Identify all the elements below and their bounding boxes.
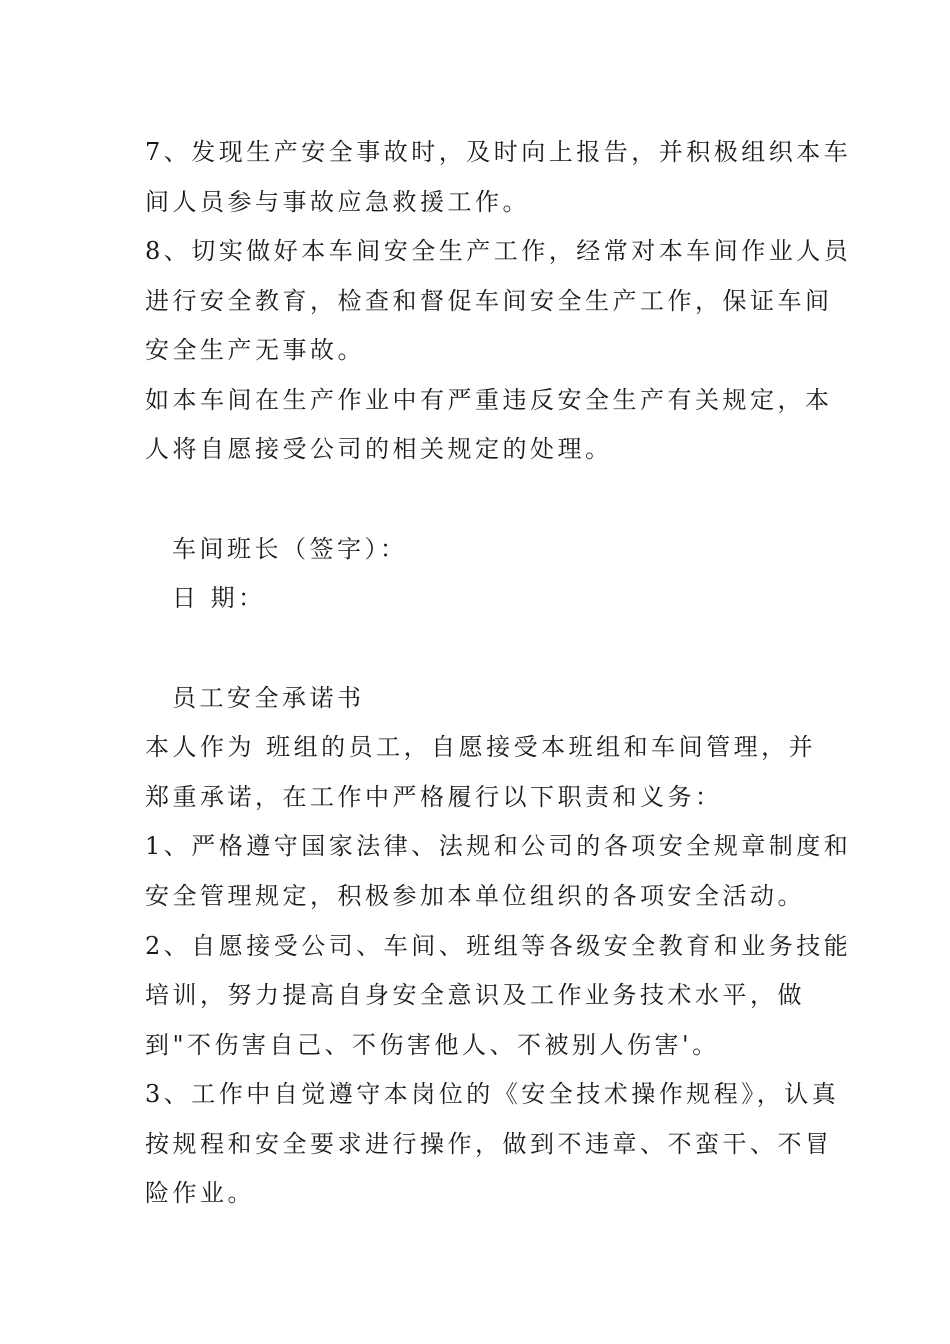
section-title: 员工安全承诺书 bbox=[172, 684, 365, 712]
clause-7-line-2: 间人员参与事故应急救援工作。 bbox=[145, 188, 530, 216]
clause-7-line-1: 7、发现生产安全事故时，及时向上报告，并积极组织本车 bbox=[145, 138, 852, 166]
date-label: 日 期： bbox=[172, 584, 266, 612]
duty-1-line-2: 安全管理规定，积极参加本单位组织的各项安全活动。 bbox=[145, 882, 805, 910]
duty-1-line-1: 1、严格遵守国家法律、法规和公司的各项安全规章制度和 bbox=[145, 832, 852, 860]
duty-2-line-2: 培训，努力提高自身安全意识及工作业务技术水平，做 bbox=[145, 981, 805, 1009]
clause-8-line-2: 进行安全教育，检查和督促车间安全生产工作，保证车间 bbox=[145, 287, 833, 315]
duty-2-line-3: 到"不伤害自己、不伤害他人、不被别人伤害'。 bbox=[145, 1031, 720, 1059]
duty-3-line-3: 险作业。 bbox=[145, 1179, 255, 1207]
intro-line-2: 郑重承诺，在工作中严格履行以下职责和义务： bbox=[145, 783, 723, 811]
duty-3-line-1: 3、工作中自觉遵守本岗位的《安全技术操作规程》，认真 bbox=[145, 1080, 840, 1108]
penalty-line-2: 人将自愿接受公司的相关规定的处理。 bbox=[145, 435, 613, 463]
duty-2-line-1: 2、自愿接受公司、车间、班组等各级安全教育和业务技能 bbox=[145, 932, 852, 960]
clause-8-line-1: 8、切实做好本车间安全生产工作，经常对本车间作业人员 bbox=[145, 237, 852, 265]
signature-label: 车间班长（签字）： bbox=[172, 535, 408, 563]
penalty-line-1: 如本车间在生产作业中有严重违反安全生产有关规定，本 bbox=[145, 386, 833, 414]
intro-line-1: 本人作为 班组的员工，自愿接受本班组和车间管理，并 bbox=[145, 733, 817, 761]
clause-8-line-3: 安全生产无事故。 bbox=[145, 336, 365, 364]
duty-3-line-2: 按规程和安全要求进行操作，做到不违章、不蛮干、不冒 bbox=[145, 1130, 833, 1158]
